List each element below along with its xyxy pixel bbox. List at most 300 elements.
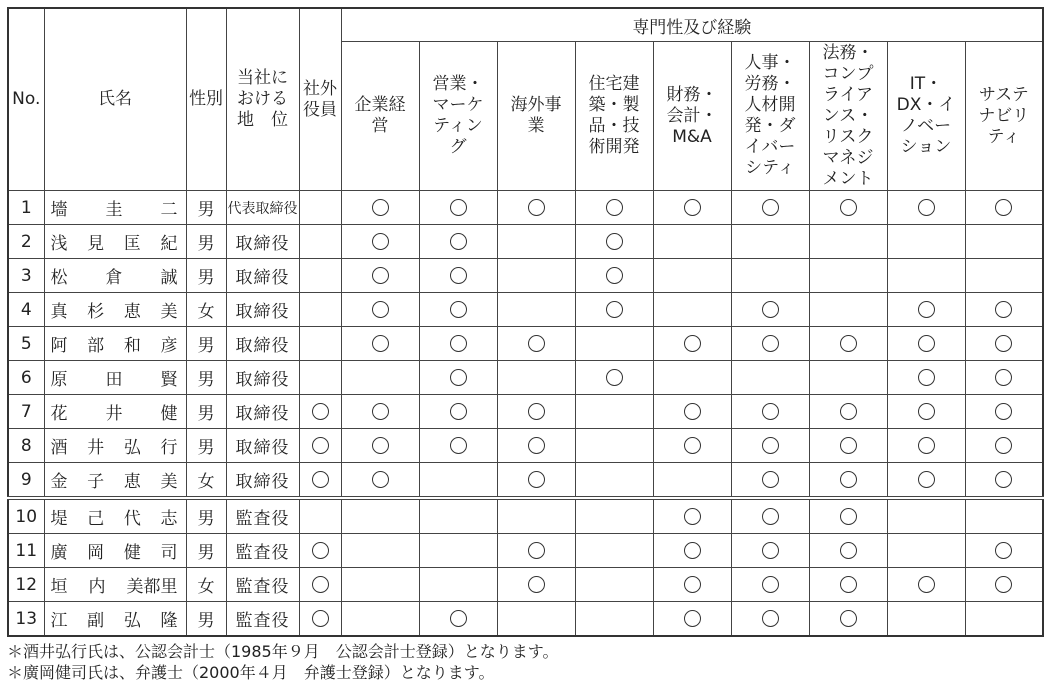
name-char: 誠 xyxy=(160,268,178,288)
circle-mark-icon xyxy=(312,403,329,420)
name-char: 美 xyxy=(160,302,178,322)
row-skill xyxy=(419,327,497,361)
row-skill xyxy=(965,361,1043,395)
row-skill xyxy=(341,498,419,534)
circle-mark-icon xyxy=(918,199,935,216)
circle-mark-icon xyxy=(312,542,329,559)
circle-mark-icon xyxy=(995,437,1012,454)
name-char: 健 xyxy=(123,543,141,563)
table-row xyxy=(8,429,1043,463)
row-skill xyxy=(653,498,731,534)
row-position: 取締役 xyxy=(226,463,299,499)
row-position: 監査役 xyxy=(226,534,299,568)
circle-mark-icon xyxy=(450,233,467,250)
circle-mark-icon xyxy=(528,542,545,559)
name-char: 内 xyxy=(88,577,106,597)
table-row xyxy=(8,463,1043,499)
row-skill xyxy=(809,225,887,259)
row-skill xyxy=(731,293,809,327)
row-skill xyxy=(965,259,1043,293)
row-skill xyxy=(809,429,887,463)
circle-mark-icon xyxy=(840,542,857,559)
row-skill xyxy=(497,463,575,499)
circle-mark-icon xyxy=(762,301,779,318)
circle-mark-icon xyxy=(450,335,467,352)
circle-mark-icon xyxy=(684,335,701,352)
skills-table xyxy=(7,7,1044,637)
circle-mark-icon xyxy=(450,267,467,284)
row-position: 取締役 xyxy=(226,293,299,327)
name-char: 井 xyxy=(105,404,123,424)
row-skill xyxy=(575,327,653,361)
row-skill xyxy=(965,463,1043,499)
row-position: 取締役 xyxy=(226,327,299,361)
row-no: 6 xyxy=(8,361,44,395)
circle-mark-icon xyxy=(450,610,467,627)
footnote: ＊廣岡健司氏は、弁護士（2000年４月 弁護士登録）となります。 xyxy=(7,663,495,682)
row-name xyxy=(44,293,186,327)
row-skill xyxy=(419,602,497,637)
row-no: 7 xyxy=(8,395,44,429)
row-skill xyxy=(731,327,809,361)
row-skill xyxy=(809,395,887,429)
name-char: 隆 xyxy=(160,611,178,631)
row-skill xyxy=(731,225,809,259)
row-name xyxy=(44,191,186,225)
name-char: 恵 xyxy=(123,302,141,322)
name-char: 田 xyxy=(105,370,123,390)
row-skill xyxy=(809,259,887,293)
name-char: 己 xyxy=(87,509,105,529)
row-skill xyxy=(809,568,887,602)
row-skill xyxy=(809,361,887,395)
name-char: 副 xyxy=(87,611,105,631)
name-char: 部 xyxy=(87,336,105,356)
row-skill xyxy=(653,259,731,293)
name-char: 子 xyxy=(87,472,105,492)
circle-mark-icon xyxy=(450,301,467,318)
skills-matrix xyxy=(7,7,1039,683)
circle-mark-icon xyxy=(840,437,857,454)
row-skill xyxy=(497,429,575,463)
circle-mark-icon xyxy=(762,199,779,216)
row-no: 4 xyxy=(8,293,44,327)
row-skill xyxy=(731,361,809,395)
name-char: 酒 xyxy=(50,438,68,458)
row-skill xyxy=(497,395,575,429)
circle-mark-icon xyxy=(762,437,779,454)
circle-mark-icon xyxy=(995,576,1012,593)
name-char: 美 xyxy=(160,472,178,492)
row-gender: 男 xyxy=(186,361,226,395)
row-gender: 男 xyxy=(186,498,226,534)
col-header-skill: IT・ DX・イ ノベー ション xyxy=(887,42,965,191)
row-gender: 男 xyxy=(186,327,226,361)
name-char: 浅 xyxy=(50,234,68,254)
row-skill xyxy=(965,293,1043,327)
name-chars xyxy=(45,538,186,563)
row-skill xyxy=(575,191,653,225)
name-char: 弘 xyxy=(123,611,141,631)
row-skill xyxy=(887,259,965,293)
circle-mark-icon xyxy=(840,471,857,488)
row-name xyxy=(44,602,186,637)
table-row xyxy=(8,191,1043,225)
circle-mark-icon xyxy=(762,576,779,593)
row-name xyxy=(44,568,186,602)
name-char: 圭 xyxy=(105,200,123,220)
row-skill xyxy=(575,602,653,637)
row-skill xyxy=(575,534,653,568)
row-no: 3 xyxy=(8,259,44,293)
circle-mark-icon xyxy=(450,437,467,454)
name-char: 倉 xyxy=(105,268,123,288)
name-char: 花 xyxy=(50,404,68,424)
name-char: 恵 xyxy=(123,472,141,492)
row-skill xyxy=(575,361,653,395)
table-row xyxy=(8,395,1043,429)
circle-mark-icon xyxy=(372,437,389,454)
row-skill xyxy=(419,225,497,259)
circle-mark-icon xyxy=(762,471,779,488)
row-skill xyxy=(341,327,419,361)
circle-mark-icon xyxy=(606,369,623,386)
circle-mark-icon xyxy=(372,403,389,420)
row-outside xyxy=(299,568,341,602)
footnote: ＊酒井弘行氏は、公認会計士（1985年９月 公認会計士登録）となります。 xyxy=(7,642,559,661)
table-row xyxy=(8,534,1043,568)
row-name xyxy=(44,498,186,534)
row-name xyxy=(44,259,186,293)
row-skill xyxy=(731,191,809,225)
name-char: 井 xyxy=(87,438,105,458)
row-gender: 男 xyxy=(186,259,226,293)
row-skill xyxy=(887,361,965,395)
circle-mark-icon xyxy=(995,301,1012,318)
circle-mark-icon xyxy=(606,233,623,250)
row-name xyxy=(44,225,186,259)
row-no: 11 xyxy=(8,534,44,568)
circle-mark-icon xyxy=(528,576,545,593)
row-skill xyxy=(731,568,809,602)
name-chars xyxy=(45,572,186,597)
circle-mark-icon xyxy=(372,471,389,488)
row-position: 監査役 xyxy=(226,568,299,602)
row-gender: 男 xyxy=(186,191,226,225)
name-char: 堤 xyxy=(50,509,68,529)
name-char: 代 xyxy=(123,509,141,529)
row-outside xyxy=(299,327,341,361)
footnotes xyxy=(7,641,1039,683)
row-skill xyxy=(731,429,809,463)
circle-mark-icon xyxy=(312,437,329,454)
row-name xyxy=(44,463,186,499)
row-name xyxy=(44,534,186,568)
row-skill xyxy=(341,463,419,499)
row-skill xyxy=(887,191,965,225)
row-skill xyxy=(341,259,419,293)
circle-mark-icon xyxy=(606,199,623,216)
row-skill xyxy=(965,327,1043,361)
name-char: 弘 xyxy=(123,438,141,458)
name-char: 真 xyxy=(50,302,68,322)
row-no: 2 xyxy=(8,225,44,259)
row-name xyxy=(44,361,186,395)
col-header-position: 当社に おける 地 位 xyxy=(226,8,299,191)
row-skill xyxy=(341,225,419,259)
table-row xyxy=(8,259,1043,293)
row-skill xyxy=(341,395,419,429)
row-name xyxy=(44,395,186,429)
circle-mark-icon xyxy=(762,610,779,627)
circle-mark-icon xyxy=(918,335,935,352)
row-skill xyxy=(653,429,731,463)
row-outside xyxy=(299,534,341,568)
col-header-name: 氏名 xyxy=(44,8,186,191)
row-skill xyxy=(341,361,419,395)
circle-mark-icon xyxy=(995,403,1012,420)
circle-mark-icon xyxy=(606,267,623,284)
row-skill xyxy=(419,429,497,463)
row-name xyxy=(44,429,186,463)
circle-mark-icon xyxy=(372,233,389,250)
row-skill xyxy=(653,293,731,327)
circle-mark-icon xyxy=(606,301,623,318)
name-char: 司 xyxy=(160,543,178,563)
row-skill xyxy=(731,498,809,534)
circle-mark-icon xyxy=(684,508,701,525)
table-row xyxy=(8,602,1043,637)
name-chars xyxy=(45,606,186,631)
row-skill xyxy=(965,225,1043,259)
row-skill xyxy=(497,225,575,259)
circle-mark-icon xyxy=(840,576,857,593)
row-skill xyxy=(575,395,653,429)
row-outside xyxy=(299,498,341,534)
name-chars xyxy=(45,263,186,288)
row-skill xyxy=(575,429,653,463)
row-skill xyxy=(965,429,1043,463)
row-skill xyxy=(497,602,575,637)
circle-mark-icon xyxy=(995,199,1012,216)
row-skill xyxy=(653,361,731,395)
name-char: 志 xyxy=(160,509,178,529)
row-skill xyxy=(419,191,497,225)
row-skill xyxy=(341,429,419,463)
name-char: 金 xyxy=(50,472,68,492)
row-skill xyxy=(575,568,653,602)
name-char: 二 xyxy=(160,200,178,220)
circle-mark-icon xyxy=(684,576,701,593)
row-no: 10 xyxy=(8,498,44,534)
col-header-skill: サステ ナビリ ティ xyxy=(965,42,1043,191)
row-gender: 男 xyxy=(186,602,226,637)
name-chars xyxy=(45,467,186,492)
circle-mark-icon xyxy=(840,403,857,420)
circle-mark-icon xyxy=(995,542,1012,559)
row-outside xyxy=(299,293,341,327)
row-skill xyxy=(731,395,809,429)
row-position: 取締役 xyxy=(226,225,299,259)
circle-mark-icon xyxy=(372,335,389,352)
row-gender: 女 xyxy=(186,293,226,327)
name-char: 杉 xyxy=(87,302,105,322)
row-position: 監査役 xyxy=(226,602,299,637)
row-skill xyxy=(809,191,887,225)
circle-mark-icon xyxy=(840,199,857,216)
row-no: 5 xyxy=(8,327,44,361)
circle-mark-icon xyxy=(372,199,389,216)
row-no: 12 xyxy=(8,568,44,602)
name-char: 廣 xyxy=(50,543,68,563)
row-skill xyxy=(965,498,1043,534)
circle-mark-icon xyxy=(450,369,467,386)
circle-mark-icon xyxy=(684,199,701,216)
row-skill xyxy=(497,191,575,225)
name-char: 匡 xyxy=(123,234,141,254)
row-skill xyxy=(341,191,419,225)
name-chars xyxy=(45,297,186,322)
table-row xyxy=(8,327,1043,361)
row-skill xyxy=(887,498,965,534)
name-chars xyxy=(45,399,186,424)
circle-mark-icon xyxy=(528,437,545,454)
row-outside xyxy=(299,395,341,429)
name-chars xyxy=(45,331,186,356)
row-skill xyxy=(965,602,1043,637)
row-skill xyxy=(887,568,965,602)
col-header-skill: 住宅建 築・製 品・技 術開発 xyxy=(575,42,653,191)
name-char: 阿 xyxy=(50,336,68,356)
circle-mark-icon xyxy=(312,471,329,488)
col-header-outside: 社外 役員 xyxy=(299,8,341,191)
row-outside xyxy=(299,602,341,637)
row-skill xyxy=(497,568,575,602)
table-row xyxy=(8,293,1043,327)
row-skill xyxy=(887,327,965,361)
row-no: 13 xyxy=(8,602,44,637)
table-row xyxy=(8,568,1043,602)
circle-mark-icon xyxy=(312,610,329,627)
circle-mark-icon xyxy=(372,267,389,284)
circle-mark-icon xyxy=(528,199,545,216)
row-skill xyxy=(497,361,575,395)
circle-mark-icon xyxy=(684,542,701,559)
row-skill xyxy=(653,463,731,499)
row-skill xyxy=(731,259,809,293)
row-skill xyxy=(653,395,731,429)
row-no: 1 xyxy=(8,191,44,225)
col-header-skill: 法務・ コンプ ライア ンス・ リスク マネジ メント xyxy=(809,42,887,191)
col-header-skill: 人事・ 労務・ 人材開 発・ダ イバー シティ xyxy=(731,42,809,191)
row-skill xyxy=(653,191,731,225)
row-position: 監査役 xyxy=(226,498,299,534)
col-header-gender: 性別 xyxy=(186,8,226,191)
row-skill xyxy=(809,327,887,361)
row-skill xyxy=(419,463,497,499)
row-skill xyxy=(809,463,887,499)
row-skill xyxy=(575,498,653,534)
circle-mark-icon xyxy=(840,508,857,525)
row-skill xyxy=(965,395,1043,429)
row-skill xyxy=(887,463,965,499)
row-skill xyxy=(497,498,575,534)
name-char: 墻 xyxy=(50,200,68,220)
row-gender: 男 xyxy=(186,225,226,259)
row-skill xyxy=(731,463,809,499)
name-char: 彦 xyxy=(160,336,178,356)
row-skill xyxy=(575,463,653,499)
name-chars xyxy=(45,195,186,220)
row-position: 取締役 xyxy=(226,395,299,429)
row-position: 代表取締役 xyxy=(226,191,299,225)
circle-mark-icon xyxy=(840,610,857,627)
name-chars xyxy=(45,504,186,529)
circle-mark-icon xyxy=(762,335,779,352)
row-gender: 女 xyxy=(186,568,226,602)
row-skill xyxy=(575,259,653,293)
row-skill xyxy=(731,602,809,637)
col-header-skill: 営業・ マーケ ティン グ xyxy=(419,42,497,191)
name-char: 松 xyxy=(50,268,68,288)
circle-mark-icon xyxy=(528,403,545,420)
circle-mark-icon xyxy=(762,403,779,420)
circle-mark-icon xyxy=(762,542,779,559)
table-row xyxy=(8,498,1043,534)
row-gender: 男 xyxy=(186,429,226,463)
circle-mark-icon xyxy=(684,610,701,627)
name-char: 和 xyxy=(123,336,141,356)
circle-mark-icon xyxy=(995,369,1012,386)
row-skill xyxy=(965,191,1043,225)
name-chars xyxy=(45,433,186,458)
name-char: 江 xyxy=(50,611,68,631)
row-skill xyxy=(341,568,419,602)
row-skill xyxy=(419,498,497,534)
row-outside xyxy=(299,429,341,463)
row-skill xyxy=(887,429,965,463)
name-char: 賢 xyxy=(160,370,178,390)
name-char: 原 xyxy=(50,370,68,390)
name-char: 見 xyxy=(87,234,105,254)
circle-mark-icon xyxy=(918,437,935,454)
row-gender: 男 xyxy=(186,395,226,429)
row-position: 取締役 xyxy=(226,259,299,293)
circle-mark-icon xyxy=(450,199,467,216)
row-outside xyxy=(299,259,341,293)
name-char: 健 xyxy=(160,404,178,424)
circle-mark-icon xyxy=(918,576,935,593)
row-skill xyxy=(419,361,497,395)
circle-mark-icon xyxy=(528,471,545,488)
row-skill xyxy=(341,602,419,637)
circle-mark-icon xyxy=(918,301,935,318)
circle-mark-icon xyxy=(995,471,1012,488)
row-skill xyxy=(809,498,887,534)
col-header-skill: 財務・ 会計・ M&A xyxy=(653,42,731,191)
row-skill xyxy=(809,602,887,637)
circle-mark-icon xyxy=(840,335,857,352)
row-skill xyxy=(965,568,1043,602)
row-skill xyxy=(419,534,497,568)
row-skill xyxy=(497,327,575,361)
row-skill xyxy=(575,293,653,327)
col-header-skill: 海外事 業 xyxy=(497,42,575,191)
row-skill xyxy=(341,293,419,327)
name-chars xyxy=(45,365,186,390)
row-outside xyxy=(299,225,341,259)
circle-mark-icon xyxy=(528,335,545,352)
